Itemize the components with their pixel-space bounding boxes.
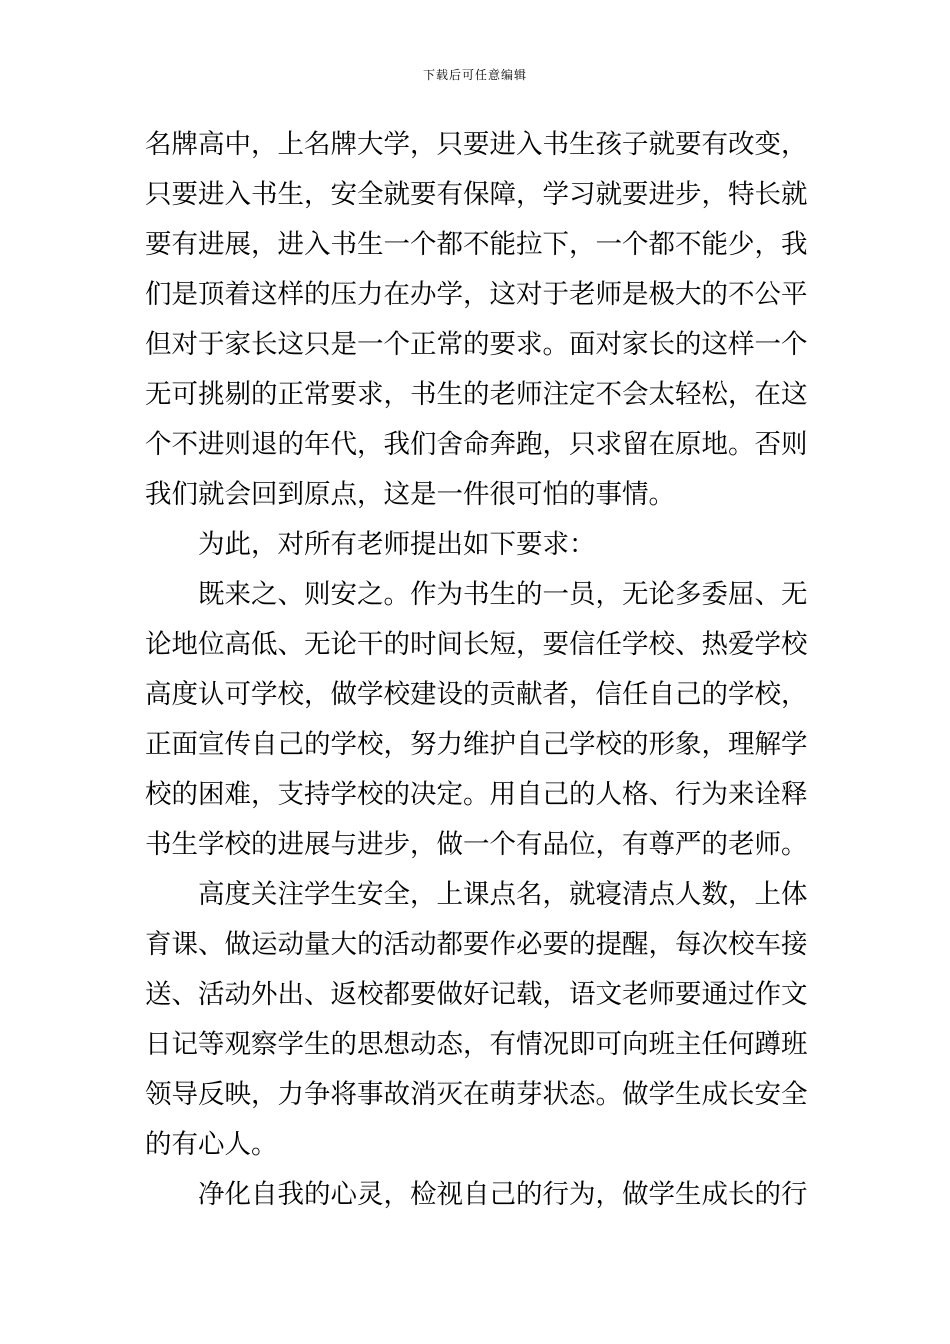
document-body — [145, 120, 809, 1220]
text-line: 净化自我的心灵，检视自己的行为，做学生成长的行 — [198, 1179, 808, 1210]
text-line: 们是顶着这样的压力在办学，这对于老师是极大的不公平 — [145, 279, 808, 310]
text-line: 要有进展，进入书生一个都不能拉下，一个都不能少，我 — [145, 229, 808, 260]
text-line: 高度关注学生安全，上课点名，就寝清点人数，上体 — [198, 879, 808, 910]
text-line: 个不进则退的年代，我们舍命奔跑，只求留在原地。否则 — [145, 429, 808, 460]
text-line: 无可挑剔的正常要求，书生的老师注定不会太轻松，在这 — [145, 379, 808, 410]
text-line: 的有心人。 — [145, 1129, 278, 1160]
text-line: 校的困难，支持学校的决定。用自己的人格、行为来诠释 — [145, 779, 808, 810]
text-line: 日记等观察学生的思想动态，有情况即可向班主任何蹲班 — [145, 1029, 808, 1060]
text-line: 高度认可学校，做学校建设的贡献者，信任自己的学校， — [145, 679, 808, 710]
text-line: 为此，对所有老师提出如下要求： — [198, 529, 596, 560]
text-line: 书生学校的进展与进步，做一个有品位，有尊严的老师。 — [145, 829, 808, 860]
text-line: 领导反映，力争将事故消灭在萌芽状态。做学生成长安全 — [145, 1079, 808, 1110]
text-line: 既来之、则安之。作为书生的一员，无论多委屈、无 — [198, 579, 808, 610]
text-line: 名牌高中，上名牌大学，只要进入书生孩子就要有改变， — [145, 129, 808, 160]
text-line: 我们就会回到原点，这是一件很可怕的事情。 — [145, 479, 675, 510]
text-line: 但对于家长这只是一个正常的要求。面对家长的这样一个 — [145, 329, 808, 360]
text-line: 正面宣传自己的学校，努力维护自己学校的形象，理解学 — [145, 729, 808, 760]
text-line: 育课、做运动量大的活动都要作必要的提醒，每次校车接 — [145, 929, 808, 960]
text-line: 论地位高低、无论干的时间长短，要信任学校、热爱学校 — [145, 629, 808, 660]
text-line: 送、活动外出、返校都要做好记载，语文老师要通过作文 — [145, 979, 808, 1010]
header-note: 下载后可任意编辑 — [422, 68, 527, 82]
text-line: 只要进入书生，安全就要有保障，学习就要进步，特长就 — [145, 179, 808, 210]
